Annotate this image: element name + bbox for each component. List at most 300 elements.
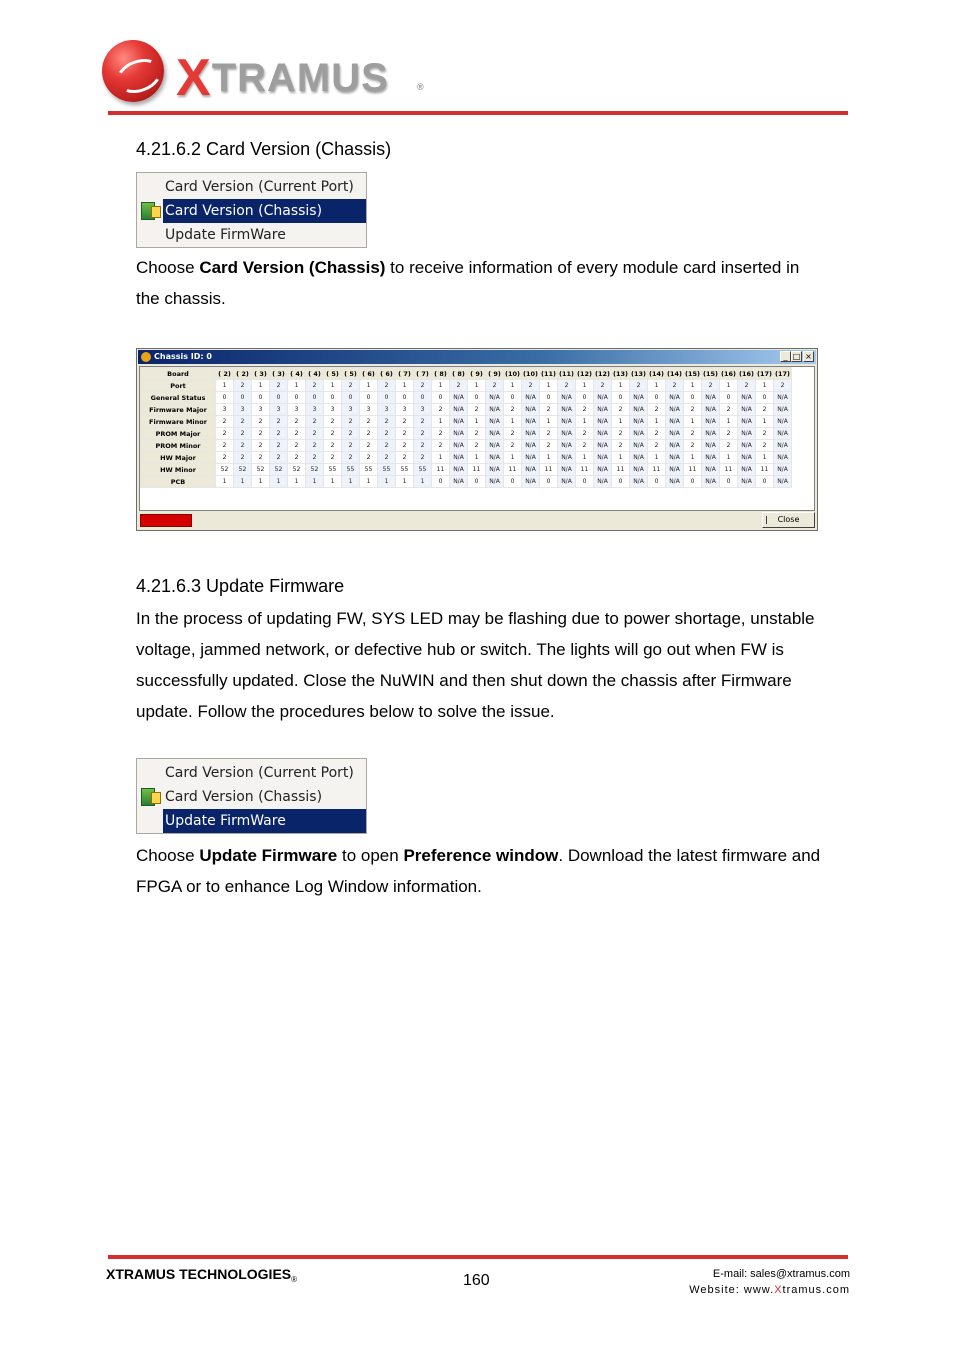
grid-row-label: HW Major bbox=[141, 452, 216, 464]
grid-cell: N/A bbox=[522, 404, 540, 416]
grid-cell: 3 bbox=[360, 404, 378, 416]
grid-cell: 2 bbox=[504, 440, 522, 452]
grid-cell: 55 bbox=[324, 464, 342, 476]
grid-cell: 2 bbox=[216, 428, 234, 440]
menu-item-label: Update FirmWare bbox=[165, 227, 286, 243]
grid-cell: 2 bbox=[396, 428, 414, 440]
grid-cell: 2 bbox=[234, 416, 252, 428]
grid-cell: 0 bbox=[504, 392, 522, 404]
grid-cell: N/A bbox=[486, 464, 504, 476]
grid-cell: 3 bbox=[288, 404, 306, 416]
grid-cell: 0 bbox=[612, 476, 630, 488]
grid-cell: 2 bbox=[360, 440, 378, 452]
grid-cell: 1 bbox=[720, 380, 738, 392]
grid-cell: 2 bbox=[378, 452, 396, 464]
grid-cell: 3 bbox=[252, 404, 270, 416]
grid-row-label: PROM Major bbox=[141, 428, 216, 440]
grid-column-header: ( 3) bbox=[270, 368, 288, 380]
grid-cell: 2 bbox=[540, 404, 558, 416]
grid-cell: 1 bbox=[540, 380, 558, 392]
grid-cell: 0 bbox=[270, 392, 288, 404]
grid-cell: N/A bbox=[774, 428, 792, 440]
grid-cell: 2 bbox=[414, 380, 432, 392]
grid-column-header: (17) bbox=[775, 369, 790, 378]
grid-cell: 1 bbox=[576, 452, 594, 464]
grid-cell: 52 bbox=[270, 464, 288, 476]
grid-cell: N/A bbox=[558, 464, 576, 476]
grid-cell: 0 bbox=[396, 392, 414, 404]
grid-cell: N/A bbox=[558, 404, 576, 416]
grid-cell: 3 bbox=[342, 404, 360, 416]
grid-cell: 1 bbox=[540, 452, 558, 464]
grid-cell: N/A bbox=[630, 428, 648, 440]
grid-cell: N/A bbox=[774, 440, 792, 452]
grid-column-header: ( 9) bbox=[486, 368, 504, 380]
grid-cell: 2 bbox=[504, 404, 522, 416]
grid-cell: 2 bbox=[288, 452, 306, 464]
grid-cell: 2 bbox=[306, 440, 324, 452]
grid-cell: N/A bbox=[774, 392, 792, 404]
close-button[interactable] bbox=[762, 512, 815, 528]
grid-cell: 2 bbox=[342, 428, 360, 440]
grid-cell: N/A bbox=[450, 476, 468, 488]
grid-cell: 1 bbox=[612, 380, 630, 392]
window-titlebar[interactable] bbox=[138, 350, 816, 364]
grid-cell: 0 bbox=[288, 392, 306, 404]
table-row bbox=[141, 392, 792, 404]
grid-cell: N/A bbox=[594, 476, 612, 488]
grid-column-header: (10) bbox=[523, 369, 538, 378]
grid-column-header: (15) bbox=[703, 369, 718, 378]
grid-column-header: (12) bbox=[595, 369, 610, 378]
menu-item-label: Card Version (Chassis) bbox=[165, 789, 323, 805]
grid-cell: 2 bbox=[738, 380, 756, 392]
grid-cell: N/A bbox=[738, 416, 756, 428]
grid-cell: 2 bbox=[270, 380, 288, 392]
logo-wordmark: XTRAMUS bbox=[176, 49, 389, 107]
grid-cell: 55 bbox=[414, 464, 432, 476]
grid-cell: 0 bbox=[540, 476, 558, 488]
grid-cell: 1 bbox=[288, 380, 306, 392]
grid-cell: N/A bbox=[630, 392, 648, 404]
grid-cell: 2 bbox=[414, 416, 432, 428]
grid-cell: 1 bbox=[324, 380, 342, 392]
grid-cell: N/A bbox=[666, 428, 684, 440]
grid-cell: 2 bbox=[306, 416, 324, 428]
grid-cell: 2 bbox=[396, 452, 414, 464]
grid-cell: N/A bbox=[450, 452, 468, 464]
grid-cell: N/A bbox=[630, 476, 648, 488]
table-row bbox=[141, 464, 792, 476]
grid-cell: 1 bbox=[504, 416, 522, 428]
grid-cell: N/A bbox=[774, 464, 792, 476]
grid-cell: 2 bbox=[648, 440, 666, 452]
grid-cell: N/A bbox=[702, 452, 720, 464]
grid-cell: 11 bbox=[540, 464, 558, 476]
grid-cell: 0 bbox=[360, 392, 378, 404]
grid-cell: 3 bbox=[324, 404, 342, 416]
grid-cell: 1 bbox=[396, 380, 414, 392]
grid-cell: 0 bbox=[468, 476, 486, 488]
grid-column-header: (12) bbox=[577, 369, 592, 378]
grid-cell: 1 bbox=[756, 380, 774, 392]
grid-cell: N/A bbox=[558, 392, 576, 404]
grid-cell: 1 bbox=[648, 380, 666, 392]
grid-cell: 1 bbox=[432, 380, 450, 392]
grid-cell: 1 bbox=[342, 476, 360, 488]
update-firmware-menu-item[interactable] bbox=[137, 785, 366, 809]
grid-column-header: (11) bbox=[559, 369, 574, 378]
grid-cell: 0 bbox=[342, 392, 360, 404]
maximize-button[interactable]: □ bbox=[792, 352, 801, 361]
grid-cell: 1 bbox=[252, 380, 270, 392]
grid-cell: 1 bbox=[648, 416, 666, 428]
grid-cell: 2 bbox=[378, 416, 396, 428]
grid-cell: 2 bbox=[288, 428, 306, 440]
grid-cell: 1 bbox=[288, 476, 306, 488]
grid-cell: 2 bbox=[540, 428, 558, 440]
grid-cell: N/A bbox=[522, 416, 540, 428]
grid-column-header: (15) bbox=[685, 369, 700, 378]
grid-cell: N/A bbox=[594, 416, 612, 428]
grid-cell: 1 bbox=[306, 476, 324, 488]
grid-cell: 2 bbox=[684, 440, 702, 452]
grid-cell: N/A bbox=[486, 392, 504, 404]
card-version-description: Choose Card Version (Chassis) to receive information of every module card inserted in the chassis. bbox=[136, 258, 800, 308]
grid-cell: N/A bbox=[522, 392, 540, 404]
footer-website: Website: www.Xtramus.com bbox=[689, 1284, 850, 1296]
grid-cell: 1 bbox=[324, 476, 342, 488]
grid-column-header: (16) bbox=[739, 369, 754, 378]
grid-cell: 0 bbox=[648, 476, 666, 488]
grid-cell: 1 bbox=[684, 380, 702, 392]
table-row bbox=[141, 476, 792, 488]
grid-column-header: (14) bbox=[649, 369, 664, 378]
page-number: 160 bbox=[463, 1272, 490, 1289]
grid-cell: 2 bbox=[324, 440, 342, 452]
grid-cell: 3 bbox=[216, 404, 234, 416]
grid-cell: 2 bbox=[612, 428, 630, 440]
logo-globe-icon bbox=[102, 40, 164, 102]
grid-cell: N/A bbox=[594, 464, 612, 476]
grid-cell: 0 bbox=[720, 392, 738, 404]
grid-cell: 2 bbox=[594, 380, 612, 392]
grid-cell: N/A bbox=[594, 428, 612, 440]
grid-cell: N/A bbox=[630, 416, 648, 428]
grid-cell: 2 bbox=[612, 440, 630, 452]
grid-column-header: ( 8) bbox=[432, 368, 450, 380]
table-row bbox=[141, 404, 792, 416]
menu-item-label: Card Version (Current Port) bbox=[165, 179, 354, 195]
grid-cell: 0 bbox=[684, 392, 702, 404]
grid-cell: N/A bbox=[630, 404, 648, 416]
grid-cell: 2 bbox=[648, 404, 666, 416]
grid-cell: 0 bbox=[414, 392, 432, 404]
grid-column-header: ( 7) bbox=[414, 368, 432, 380]
grid-cell: 2 bbox=[234, 440, 252, 452]
section-heading-card-version: 4.21.6.2 Card Version (Chassis) bbox=[136, 139, 392, 159]
grid-cell: N/A bbox=[702, 476, 720, 488]
update-firmware-menu-item[interactable] bbox=[137, 761, 366, 785]
grid-cell: N/A bbox=[450, 404, 468, 416]
grid-cell: N/A bbox=[666, 476, 684, 488]
grid-cell: N/A bbox=[594, 452, 612, 464]
grid-row-label: General Status bbox=[141, 392, 216, 404]
table-row bbox=[141, 440, 792, 452]
grid-cell: 11 bbox=[648, 464, 666, 476]
grid-cell: 11 bbox=[432, 464, 450, 476]
grid-cell: 2 bbox=[684, 428, 702, 440]
grid-column-header: (17) bbox=[757, 369, 772, 378]
grid-cell: 1 bbox=[468, 380, 486, 392]
grid-cell: 2 bbox=[288, 440, 306, 452]
grid-cell: 2 bbox=[666, 380, 684, 392]
grid-row-label: HW Minor bbox=[141, 464, 216, 476]
grid-cell: 1 bbox=[576, 380, 594, 392]
grid-row-label: Firmware Major bbox=[141, 404, 216, 416]
grid-column-header: ( 4) bbox=[288, 368, 306, 380]
grid-cell: N/A bbox=[630, 440, 648, 452]
grid-cell: 1 bbox=[684, 452, 702, 464]
grid-cell: 2 bbox=[288, 416, 306, 428]
grid-cell: N/A bbox=[450, 464, 468, 476]
grid-cell: 0 bbox=[378, 392, 396, 404]
footer-email: E-mail: sales@xtramus.com bbox=[712, 1268, 850, 1280]
grid-cell: N/A bbox=[558, 476, 576, 488]
grid-cell: 2 bbox=[252, 440, 270, 452]
update-firmware-menu-item[interactable] bbox=[163, 809, 366, 833]
grid-cell: 2 bbox=[540, 440, 558, 452]
grid-cell: 0 bbox=[216, 392, 234, 404]
grid-cell: 1 bbox=[216, 476, 234, 488]
grid-cell: 11 bbox=[612, 464, 630, 476]
grid-column-header: ( 4) bbox=[306, 368, 324, 380]
grid-cell: 1 bbox=[504, 452, 522, 464]
grid-cell: N/A bbox=[666, 452, 684, 464]
grid-cell: 11 bbox=[576, 464, 594, 476]
grid-cell: 1 bbox=[468, 416, 486, 428]
grid-cell: 2 bbox=[342, 452, 360, 464]
card-version-grid[interactable] bbox=[139, 366, 815, 511]
grid-cell: 3 bbox=[378, 404, 396, 416]
grid-cell: 2 bbox=[306, 380, 324, 392]
footer-contact bbox=[640, 1266, 850, 1298]
grid-cell: 2 bbox=[324, 416, 342, 428]
grid-row-label: PROM Minor bbox=[141, 440, 216, 452]
grid-cell: 2 bbox=[360, 428, 378, 440]
grid-cell: N/A bbox=[702, 392, 720, 404]
logo-registered-mark: ® bbox=[417, 82, 424, 92]
grid-cell: 2 bbox=[486, 380, 504, 392]
grid-cell: N/A bbox=[558, 440, 576, 452]
card-version-menu-item[interactable] bbox=[163, 199, 366, 223]
grid-row-label: Firmware Minor bbox=[141, 416, 216, 428]
grid-cell: 2 bbox=[468, 440, 486, 452]
grid-cell: 1 bbox=[414, 476, 432, 488]
grid-cell: 1 bbox=[648, 452, 666, 464]
grid-cell: 2 bbox=[270, 452, 288, 464]
grid-cell: 2 bbox=[756, 404, 774, 416]
grid-cell: N/A bbox=[486, 452, 504, 464]
grid-column-header: ( 5) bbox=[324, 368, 342, 380]
grid-cell: 1 bbox=[360, 380, 378, 392]
grid-cell: 0 bbox=[432, 392, 450, 404]
grid-cell: 2 bbox=[720, 428, 738, 440]
grid-row-label: Port bbox=[141, 380, 216, 392]
minimize-button[interactable]: _ bbox=[780, 351, 791, 362]
grid-cell: N/A bbox=[702, 404, 720, 416]
grid-cell: 2 bbox=[576, 428, 594, 440]
grid-cell: 2 bbox=[378, 428, 396, 440]
grid-cell: 2 bbox=[684, 404, 702, 416]
grid-cell: 55 bbox=[396, 464, 414, 476]
grid-cell: 1 bbox=[756, 452, 774, 464]
grid-cell: 2 bbox=[378, 440, 396, 452]
grid-cell: N/A bbox=[666, 392, 684, 404]
grid-cell: 2 bbox=[252, 452, 270, 464]
card-version-menu-item[interactable] bbox=[137, 223, 366, 247]
grid-cell: 0 bbox=[756, 392, 774, 404]
grid-cell: 2 bbox=[216, 440, 234, 452]
grid-cell: N/A bbox=[594, 404, 612, 416]
context-menu-update-firmware bbox=[136, 758, 367, 834]
grid-cell: 2 bbox=[378, 380, 396, 392]
grid-cell: 2 bbox=[396, 440, 414, 452]
grid-cell: N/A bbox=[738, 404, 756, 416]
grid-cell: 2 bbox=[612, 404, 630, 416]
grid-cell: 2 bbox=[306, 428, 324, 440]
grid-cell: 2 bbox=[234, 452, 252, 464]
grid-cell: 2 bbox=[468, 428, 486, 440]
grid-cell: 52 bbox=[234, 464, 252, 476]
grid-cell: 2 bbox=[324, 428, 342, 440]
grid-column-header: (13) bbox=[613, 369, 628, 378]
grid-cell: 0 bbox=[540, 392, 558, 404]
grid-cell: 2 bbox=[414, 452, 432, 464]
grid-cell: N/A bbox=[666, 404, 684, 416]
grid-cell: 0 bbox=[306, 392, 324, 404]
grid-cell: 2 bbox=[270, 416, 288, 428]
header-divider bbox=[108, 111, 848, 115]
grid-cell: 0 bbox=[468, 392, 486, 404]
grid-cell: 55 bbox=[360, 464, 378, 476]
grid-cell: 1 bbox=[432, 452, 450, 464]
grid-cell: N/A bbox=[486, 404, 504, 416]
grid-cell: 1 bbox=[378, 476, 396, 488]
grid-column-header: ( 6) bbox=[360, 368, 378, 380]
close-window-button[interactable]: × bbox=[803, 351, 814, 362]
grid-cell: 0 bbox=[576, 392, 594, 404]
grid-cell: 0 bbox=[576, 476, 594, 488]
grid-cell: 1 bbox=[270, 476, 288, 488]
grid-cell: N/A bbox=[486, 416, 504, 428]
grid-cell: 2 bbox=[234, 428, 252, 440]
menu-item-label: Update FirmWare bbox=[165, 813, 286, 829]
grid-cell: 11 bbox=[468, 464, 486, 476]
close-button-label: Close bbox=[777, 515, 800, 524]
grid-cell: 1 bbox=[756, 416, 774, 428]
grid-cell: N/A bbox=[738, 452, 756, 464]
grid-cell: N/A bbox=[738, 440, 756, 452]
grid-cell: N/A bbox=[594, 392, 612, 404]
grid-column-header: (13) bbox=[631, 369, 646, 378]
grid-cell: N/A bbox=[522, 440, 540, 452]
grid-cell: 0 bbox=[720, 476, 738, 488]
grid-cell: N/A bbox=[666, 416, 684, 428]
grid-cell: N/A bbox=[738, 476, 756, 488]
grid-cell: 2 bbox=[342, 380, 360, 392]
grid-cell: N/A bbox=[738, 392, 756, 404]
grid-column-header: ( 5) bbox=[342, 368, 360, 380]
table-row bbox=[141, 428, 792, 440]
grid-cell: N/A bbox=[630, 452, 648, 464]
grid-cell: N/A bbox=[702, 428, 720, 440]
grid-cell: 2 bbox=[720, 404, 738, 416]
footer-company-name: XTRAMUS $TECHNOLOGIES_®$ bbox=[106, 1266, 298, 1284]
grid-column-header: (14) bbox=[667, 369, 682, 378]
grid-cell: N/A bbox=[666, 464, 684, 476]
grid-cell: 2 bbox=[450, 380, 468, 392]
grid-cell: 11 bbox=[684, 464, 702, 476]
grid-cell: 0 bbox=[234, 392, 252, 404]
grid-cell: N/A bbox=[522, 428, 540, 440]
grid-cell: N/A bbox=[522, 464, 540, 476]
grid-cell: N/A bbox=[486, 440, 504, 452]
grid-cell: 1 bbox=[612, 452, 630, 464]
grid-cell: 11 bbox=[756, 464, 774, 476]
grid-cell: 0 bbox=[252, 392, 270, 404]
update-firmware-description: In the process of updating FW, SYS LED may be flashing due to power shortage, unstable voltage, jammed network, or defective hub or switch. The lights will go out when FW is successfully updated. Close the NuWIN and then shut down the chassis after Firmware update. Follow the procedures below to solve the issue. bbox=[136, 609, 815, 721]
grid-cell: N/A bbox=[774, 404, 792, 416]
grid-row-label: Board bbox=[141, 368, 216, 380]
menu-item-label: Card Version (Current Port) bbox=[165, 765, 354, 781]
grid-cell: 1 bbox=[396, 476, 414, 488]
grid-cell: 52 bbox=[288, 464, 306, 476]
grid-column-header: ( 3) bbox=[252, 368, 270, 380]
grid-cell: 2 bbox=[720, 440, 738, 452]
grid-cell: 2 bbox=[342, 440, 360, 452]
grid-cell: N/A bbox=[738, 464, 756, 476]
grid-cell: N/A bbox=[486, 428, 504, 440]
grid-column-header: ( 8) bbox=[450, 368, 468, 380]
grid-cell: 1 bbox=[252, 476, 270, 488]
table-row bbox=[141, 416, 792, 428]
xtramus-logo bbox=[100, 36, 440, 110]
grid-cell: 52 bbox=[216, 464, 234, 476]
grid-cell: 0 bbox=[684, 476, 702, 488]
grid-cell: 2 bbox=[270, 428, 288, 440]
grid-column-header: ( 7) bbox=[396, 368, 414, 380]
update-firmware-instruction: Choose Update Firmware to open Preference window. Download the latest firmware and FPGA or to enhance Log Window information. bbox=[136, 846, 821, 896]
grid-cell: 2 bbox=[252, 428, 270, 440]
grid-row-label: PCB bbox=[141, 476, 216, 488]
grid-cell: 0 bbox=[612, 392, 630, 404]
grid-cell: N/A bbox=[702, 416, 720, 428]
card-version-menu-item[interactable] bbox=[137, 175, 366, 199]
grid-cell: 3 bbox=[270, 404, 288, 416]
grid-cell: 2 bbox=[252, 416, 270, 428]
grid-cell: N/A bbox=[774, 476, 792, 488]
grid-cell: 1 bbox=[216, 380, 234, 392]
grid-column-header: (11) bbox=[541, 369, 556, 378]
grid-cell: 0 bbox=[756, 476, 774, 488]
grid-cell: 1 bbox=[576, 416, 594, 428]
menu-item-label: Card Version (Chassis) bbox=[165, 203, 323, 219]
grid-cell: 2 bbox=[360, 416, 378, 428]
table-row bbox=[141, 452, 792, 464]
context-menu-card-version bbox=[136, 172, 367, 248]
grid-column-header: (16) bbox=[721, 369, 736, 378]
